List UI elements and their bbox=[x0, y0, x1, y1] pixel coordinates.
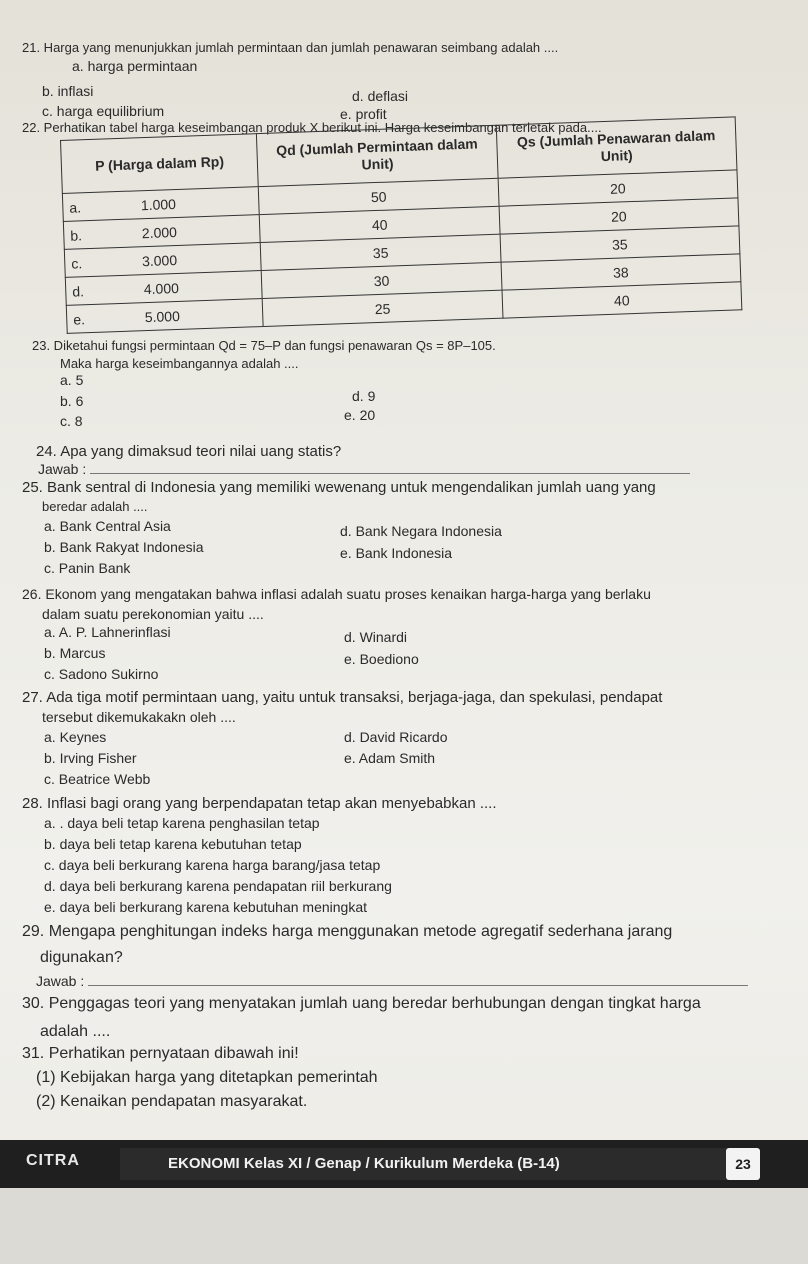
q24-answer-line bbox=[90, 473, 690, 474]
question-29: 29. Mengapa penghitungan indeks harga menggunakan metode agregatif sederhana jarang bbox=[22, 923, 673, 940]
question-25: 25. Bank sentral di Indonesia yang memiliki wewenang untuk mengendalikan jumlah uang yang bbox=[22, 479, 656, 496]
q28-option-a: a. . daya beli tetap karena penghasilan tetap bbox=[44, 815, 320, 831]
question-26-line-2: dalam suatu perekonomian yaitu .... bbox=[42, 606, 264, 622]
q31-statement-1: (1) Kebijakan harga yang ditetapkan pemerintah bbox=[36, 1069, 378, 1086]
q23-option-d: d. 9 bbox=[352, 388, 376, 404]
row-demand: 50 bbox=[259, 178, 499, 214]
q21-option-a: a. harga permintaan bbox=[72, 58, 198, 74]
question-28: 28. Inflasi bagi orang yang berpendapatan tetap akan menyebabkan .... bbox=[22, 795, 497, 812]
row-label: d. bbox=[72, 282, 85, 300]
footer-title: EKONOMI Kelas XI / Genap / Kurikulum Merdeka (B-14) bbox=[120, 1148, 738, 1180]
row-price: 1.000 bbox=[140, 195, 177, 213]
page-number: 23 bbox=[726, 1148, 760, 1180]
price-table bbox=[60, 116, 742, 333]
question-24: 24. Apa yang dimaksud teori nilai uang statis? bbox=[36, 443, 342, 460]
table-header-demand: Qd (Jumlah Permintaan dalam Unit) bbox=[257, 125, 498, 186]
q26-option-b: b. Marcus bbox=[44, 645, 106, 661]
row-label: b. bbox=[70, 226, 83, 244]
page-bottom-margin bbox=[0, 1188, 808, 1264]
question-22: 22. Perhatikan tabel harga keseimbangan produk X berikut ini. Harga keseimbangan terletak pada.... bbox=[22, 120, 602, 135]
row-label: c. bbox=[71, 254, 83, 272]
q23-option-b: b. 6 bbox=[60, 393, 84, 409]
q21-option-b: b. inflasi bbox=[42, 83, 94, 99]
row-demand: 40 bbox=[260, 206, 500, 242]
q25-option-a: a. Bank Central Asia bbox=[44, 518, 171, 534]
q28-option-d: d. daya beli berkurang karena pendapatan riil berkurang bbox=[44, 878, 392, 894]
q31-statement-2: (2) Kenaikan pendapatan masyarakat. bbox=[36, 1093, 308, 1110]
question-29-line-2: digunakan? bbox=[40, 949, 123, 966]
q27-option-c: c. Beatrice Webb bbox=[44, 771, 151, 787]
q29-answer-line bbox=[88, 985, 748, 986]
q25-option-d: d. Bank Negara Indonesia bbox=[340, 523, 502, 539]
q28-option-c: c. daya beli berkurang karena harga barang/jasa tetap bbox=[44, 857, 381, 873]
q26-option-e: e. Boediono bbox=[344, 651, 419, 667]
question-25-line-2: beredar adalah .... bbox=[42, 499, 148, 514]
question-30: 30. Penggagas teori yang menyatakan jumlah uang beredar berhubungan dengan tingkat harga bbox=[22, 995, 701, 1012]
q26-option-a: a. A. P. Lahnerinflasi bbox=[44, 624, 171, 640]
row-supply: 20 bbox=[498, 170, 738, 206]
q26-option-d: d. Winardi bbox=[344, 629, 408, 645]
q28-option-b: b. daya beli tetap karena kebutuhan tetap bbox=[44, 836, 302, 852]
table-header-price: P (Harga dalam Rp) bbox=[61, 134, 259, 194]
question-23: 23. Diketahui fungsi permintaan Qd = 75–P dan fungsi penawaran Qs = 8P–105. bbox=[32, 338, 496, 353]
q27-option-a: a. Keynes bbox=[44, 729, 107, 745]
q27-option-b: b. Irving Fisher bbox=[44, 750, 137, 766]
q25-option-c: c. Panin Bank bbox=[44, 560, 131, 576]
q23-option-a: a. 5 bbox=[60, 372, 84, 388]
row-supply: 40 bbox=[502, 282, 742, 318]
question-26: 26. Ekonom yang mengatakan bahwa inflasi adalah suatu proses kenaikan harga-harga yang berlaku bbox=[22, 586, 651, 602]
q21-option-c: c. harga equilibrium bbox=[42, 103, 165, 119]
q23-option-e: e. 20 bbox=[344, 407, 376, 423]
row-price: 4.000 bbox=[143, 279, 180, 297]
q21-option-d: d. deflasi bbox=[352, 88, 409, 104]
q27-option-e: e. Adam Smith bbox=[344, 750, 436, 766]
question-31: 31. Perhatikan pernyataan dibawah ini! bbox=[22, 1045, 299, 1062]
question-27: 27. Ada tiga motif permintaan uang, yaitu untuk transaksi, berjaga-jaga, dan spekulasi, pendapat bbox=[22, 689, 663, 706]
q27-option-d: d. David Ricardo bbox=[344, 729, 448, 745]
question-30-line-2: adalah .... bbox=[40, 1023, 111, 1040]
row-price: 3.000 bbox=[141, 251, 178, 269]
q25-option-e: e. Bank Indonesia bbox=[340, 545, 453, 561]
q24-answer-label: Jawab : bbox=[38, 461, 87, 477]
question-23-line-2: Maka harga keseimbangannya adalah .... bbox=[60, 356, 299, 371]
q23-option-c: c. 8 bbox=[60, 413, 83, 429]
row-supply: 20 bbox=[499, 198, 739, 234]
row-price: 5.000 bbox=[144, 307, 181, 325]
q24-answer-row bbox=[38, 460, 788, 479]
row-label: e. bbox=[72, 310, 86, 328]
q21-option-e: e. profit bbox=[340, 106, 387, 122]
q29-answer-row bbox=[36, 972, 788, 991]
question-27-line-2: tersebut dikemukakakn oleh .... bbox=[42, 709, 236, 725]
row-supply: 38 bbox=[501, 254, 741, 290]
row-label: a. bbox=[69, 198, 82, 216]
q28-option-e: e. daya beli berkurang karena kebutuhan meningkat bbox=[44, 899, 367, 915]
row-demand: 25 bbox=[263, 290, 503, 326]
q29-answer-label: Jawab : bbox=[36, 973, 85, 989]
page-footer bbox=[0, 1140, 808, 1188]
q26-option-c: c. Sadono Sukirno bbox=[44, 666, 159, 682]
question-21: 21. Harga yang menunjukkan jumlah permintaan dan jumlah penawaran seimbang adalah .... bbox=[22, 40, 559, 55]
q25-option-b: b. Bank Rakyat Indonesia bbox=[44, 539, 204, 555]
row-supply: 35 bbox=[500, 226, 740, 262]
table-header-supply: Qs (Jumlah Penawaran dalam Unit) bbox=[496, 117, 737, 178]
publisher-logo: CITRA bbox=[26, 1152, 80, 1169]
row-price: 2.000 bbox=[141, 223, 178, 241]
row-demand: 35 bbox=[261, 234, 501, 270]
row-demand: 30 bbox=[262, 262, 502, 298]
